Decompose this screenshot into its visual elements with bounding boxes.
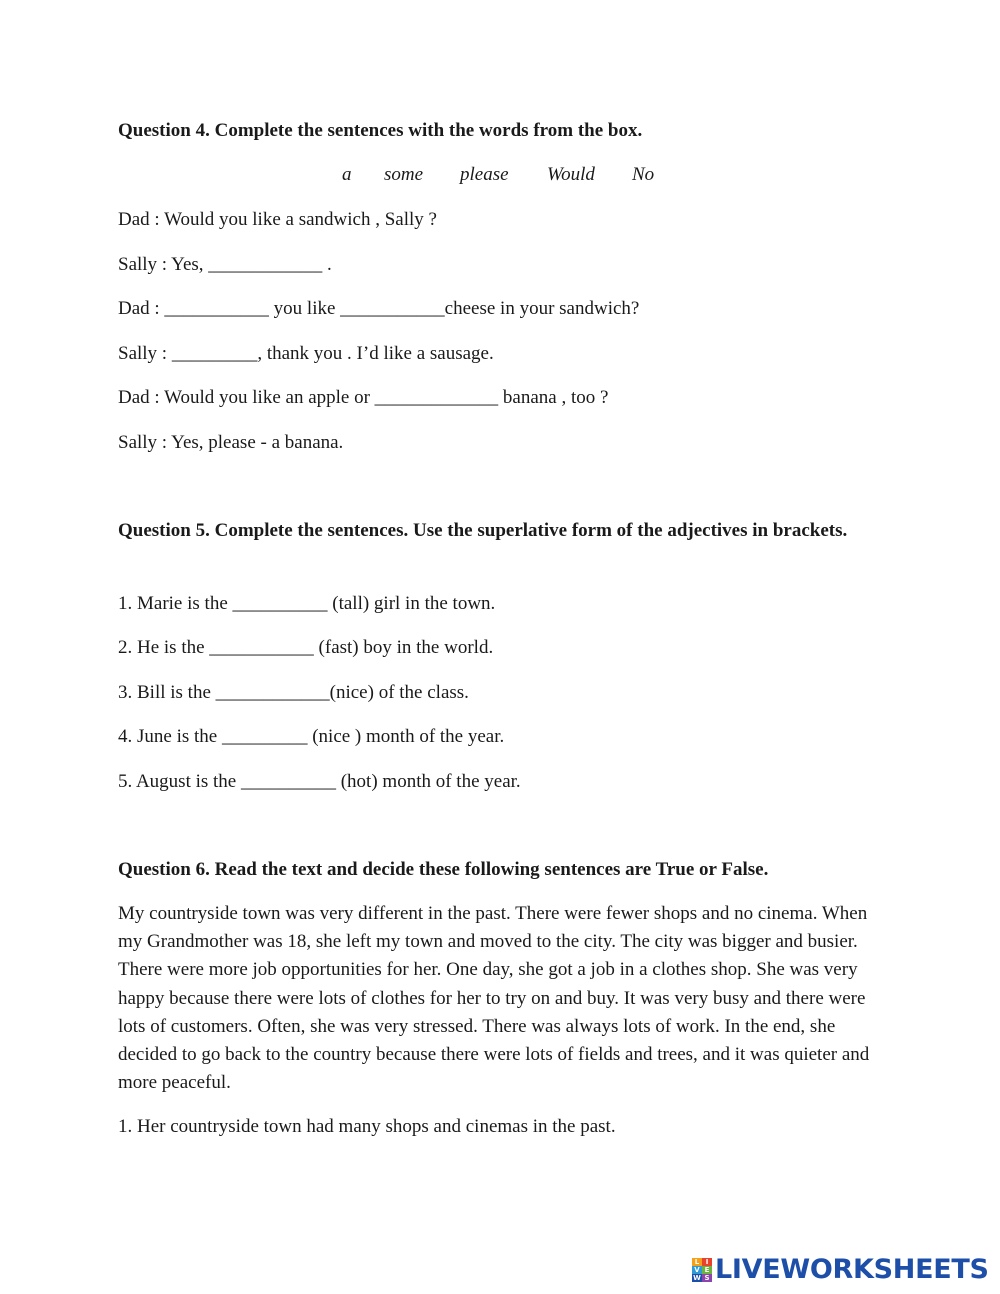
dialogue-line: Dad : Would you like a sandwich , Sally ? [118, 209, 437, 230]
word-box-item: No [632, 164, 655, 185]
dialogue-line: Dad : Would you like an apple or _____________ banana , too ? [118, 387, 609, 408]
true-false-statement: 1. Her countryside town had many shops and cinemas in the past. [118, 1116, 616, 1137]
exercise-item: 5. August is the __________ (hot) month of the year. [118, 771, 521, 792]
exercise-item: 4. June is the _________ (nice ) month of the year. [118, 726, 505, 747]
word-box-item: Would [547, 164, 595, 185]
word-box-item: please [460, 164, 509, 185]
logo-mark-tile: V [692, 1266, 702, 1274]
question-4-heading: Question 4. Complete the sentences with the words from the box. [118, 120, 643, 141]
logo-mark-tile: W [693, 1274, 701, 1282]
exercise-item: 2. He is the ___________ (fast) boy in the world. [118, 637, 494, 658]
reading-passage: My countryside town was very different in the past. There were fewer shops and no cinema. When my Grandmother was 18, she left my town and moved to the city. The city was bigger and busier. There were more job opportunities for her. One day, she got a job in a clothes shop. She was very happy because there were lots of clothes for her to try on and buy. It was very busy and there were lots of customers. Often, she was very stressed. There was always lots of work. In the end, she decided to go back to the country because there were lots of fields and trees, and it was quieter and more peaceful. [118, 903, 870, 1094]
exercise-item: 3. Bill is the ____________(nice) of the class. [118, 682, 469, 703]
dialogue-line: Sally : Yes, ____________ . [118, 254, 332, 275]
dialogue-line: Sally : Yes, please - a banana. [118, 432, 344, 453]
dialogue-line: Sally : _________, thank you . I’d like a sausage. [118, 343, 494, 364]
logo-text: LIVEWORKSHEETS [715, 1254, 989, 1285]
logo-mark-tile: L [692, 1258, 702, 1266]
logo-mark-tile: E [702, 1266, 712, 1274]
word-box-item: some [384, 164, 424, 185]
question-5-heading: Question 5. Complete the sentences. Use the superlative form of the adjectives in brackets. [118, 520, 848, 541]
word-box-item: a [342, 164, 352, 185]
logo-mark-icon [692, 1258, 712, 1282]
logo-mark-tile: I [702, 1258, 712, 1266]
question-6-heading: Question 6. Read the text and decide these following sentences are True or False. [118, 859, 769, 880]
logo-mark-tile: S [702, 1274, 712, 1282]
dialogue-line: Dad : ___________ you like ___________cheese in your sandwich? [118, 298, 640, 319]
liveworksheets-logo [692, 1255, 989, 1285]
exercise-item: 1. Marie is the __________ (tall) girl in the town. [118, 593, 496, 614]
